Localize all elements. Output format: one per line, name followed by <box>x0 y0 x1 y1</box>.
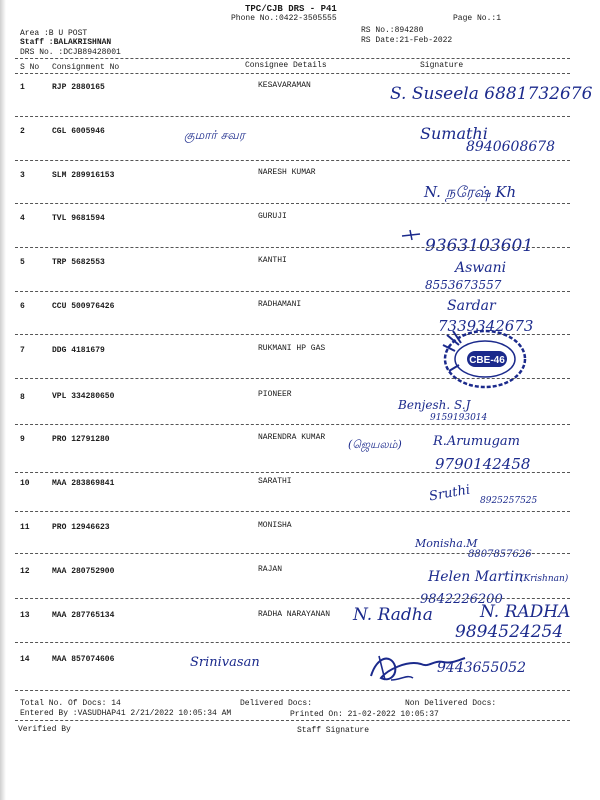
row-11-consignment: PRO 12946623 <box>52 523 110 532</box>
header-divider-bottom <box>15 73 570 74</box>
row-11-signature: Monisha.M <box>415 537 478 550</box>
row-9-divider <box>15 472 570 473</box>
row-9-tamil-note: (ஜெயலம்) <box>348 438 402 451</box>
row-5-phone: 8553673557 <box>425 278 502 292</box>
row-5-sno: 5 <box>20 258 25 267</box>
row-12-note: (Krishnan) <box>520 574 569 584</box>
row-8-sno: 8 <box>20 393 25 402</box>
row-13-sno: 13 <box>20 611 30 620</box>
row-13-cursive-signature: N. Radha <box>353 605 433 625</box>
row-11-divider <box>15 553 570 554</box>
row-13-consignee: RADHA NARAYANAN <box>258 610 331 619</box>
row-9-consignment: PRO 12791280 <box>52 435 110 444</box>
row-10-consignee: SARATHI <box>258 477 292 486</box>
row-9-consignee: NARENDRA KUMAR <box>258 433 326 442</box>
row-14-sno: 14 <box>20 655 30 664</box>
row-10-signature: Sruthi <box>428 482 472 505</box>
row-10-divider <box>15 511 570 512</box>
row-2-phone: 8940608678 <box>466 139 556 155</box>
row-4-consignment: TVL 9681594 <box>52 214 105 223</box>
row-12-sno: 12 <box>20 567 30 576</box>
total-docs: Total No. Of Docs: 14 <box>20 699 121 708</box>
printed-on: Printed On: 21-02-2022 10:05:37 <box>290 710 439 719</box>
row-8-consignee: PIONEER <box>258 390 292 399</box>
row-5-signature: Aswani <box>455 260 507 276</box>
row-6-phone: 7339342673 <box>438 317 534 335</box>
row-14-tamil-note: Srinivasan <box>190 655 260 670</box>
row-13-signature: N. RADHA <box>480 602 571 622</box>
row-5-consignee: KANTHI <box>258 256 287 265</box>
page-number: Page No.:1 <box>453 14 502 23</box>
row-11-consignee: MONISHA <box>258 521 292 530</box>
row-6-sno: 6 <box>20 302 25 311</box>
row-7-divider <box>15 378 570 379</box>
row-14-divider <box>15 690 570 691</box>
row-7-consignment: DDG 4181679 <box>52 346 105 355</box>
row-4-sno: 4 <box>20 214 25 223</box>
row-6-consignee: RADHAMANI <box>258 300 302 309</box>
row-9-sno: 9 <box>20 435 25 444</box>
row-10-sno: 10 <box>20 479 30 488</box>
staff-label: Staff :BALAKRISHNAN <box>20 38 112 47</box>
row-4-divider <box>15 247 570 248</box>
row-1-signature: S. Suseela 6881732676 <box>390 84 593 104</box>
row-9-signature: R.Arumugam <box>433 434 520 449</box>
scan-edge <box>0 0 6 800</box>
row-12-signature: Helen Martin <box>428 569 524 585</box>
entered-by: Entered By :VASUDHAP41 2/21/2022 10:05:34 AM <box>20 709 232 718</box>
row-4-scribble <box>400 228 424 242</box>
row-4-phone: 9363103601 <box>425 236 534 256</box>
row-11-sno: 11 <box>20 523 30 532</box>
row-11-phone: 8807857626 <box>468 549 532 560</box>
col-consignment: Consignment No <box>52 63 120 72</box>
row-12-consignment: MAA 280752900 <box>52 567 115 576</box>
row-7-sno: 7 <box>20 346 25 355</box>
row-6-signature: Sardar <box>447 298 496 314</box>
row-2-sno: 2 <box>20 127 25 136</box>
row-3-consignee: NARESH KUMAR <box>258 168 316 177</box>
row-8-consignment: VPL 334280650 <box>52 392 115 401</box>
row-1-sno: 1 <box>20 83 25 92</box>
document-title: TPC/CJB DRS - P41 <box>245 4 337 14</box>
staff-signature-label: Staff Signature <box>297 726 370 735</box>
footer-divider <box>15 720 570 721</box>
row-2-divider <box>15 160 570 161</box>
row-5-consignment: TRP 5682553 <box>52 258 105 267</box>
row-13-phone: 9894524254 <box>455 622 564 642</box>
row-8-phone: 9159193014 <box>430 413 488 423</box>
row-3-divider <box>15 203 570 204</box>
drs-number: DRS No. :DCJB89428001 <box>20 48 121 57</box>
post-office-stamp <box>437 325 529 391</box>
rs-number: RS No.:894280 <box>361 26 424 35</box>
row-12-consignee: RAJAN <box>258 565 283 574</box>
col-signature: Signature <box>420 61 464 70</box>
row-10-phone: 8925257525 <box>480 496 538 506</box>
row-14-phone: 9443655052 <box>437 660 527 676</box>
row-7-consignee: RUKMANI HP GAS <box>258 344 326 353</box>
area-label: Area :B U POST <box>20 29 88 38</box>
row-12-phone: 9842226200 <box>420 592 503 607</box>
non-delivered-docs: Non Delivered Docs: <box>405 699 497 708</box>
row-12-divider <box>15 598 570 599</box>
row-14-consignment: MAA 857074606 <box>52 655 115 664</box>
row-8-signature: Benjesh. S.J <box>398 398 471 412</box>
row-2-signature: Sumathi <box>420 124 488 143</box>
row-3-sno: 3 <box>20 171 25 180</box>
row-3-signature: N. நரேஷ் Kh <box>424 183 517 201</box>
verified-by: Verified By <box>18 725 71 734</box>
row-4-consignee: GURUJI <box>258 212 287 221</box>
row-1-consignee: KESAVARAMAN <box>258 81 311 90</box>
row-2-tamil-note: குமார் சவர <box>184 128 245 142</box>
row-10-consignment: MAA 283869841 <box>52 479 115 488</box>
row-13-consignment: MAA 287765134 <box>52 611 115 620</box>
row-6-consignment: CCU 500976426 <box>52 302 115 311</box>
row-9-phone: 9790142458 <box>435 455 531 473</box>
rs-date: RS Date:21-Feb-2022 <box>361 36 453 45</box>
row-1-divider <box>15 116 570 117</box>
col-consignee: Consignee Details <box>245 61 327 70</box>
phone-number: Phone No.:0422-3505555 <box>231 14 337 23</box>
stamp-text: CBE-46 <box>469 355 505 366</box>
col-sno: S No <box>20 63 40 72</box>
row-5-divider <box>15 291 570 292</box>
delivered-docs: Delivered Docs: <box>240 699 313 708</box>
row-8-divider <box>15 424 570 425</box>
row-2-consignment: CGL 6005946 <box>52 127 105 136</box>
header-divider-top <box>15 58 570 59</box>
row-1-consignment: RJP 2880165 <box>52 83 105 92</box>
row-3-consignment: SLM 289916153 <box>52 171 115 180</box>
row-13-divider <box>15 642 570 643</box>
